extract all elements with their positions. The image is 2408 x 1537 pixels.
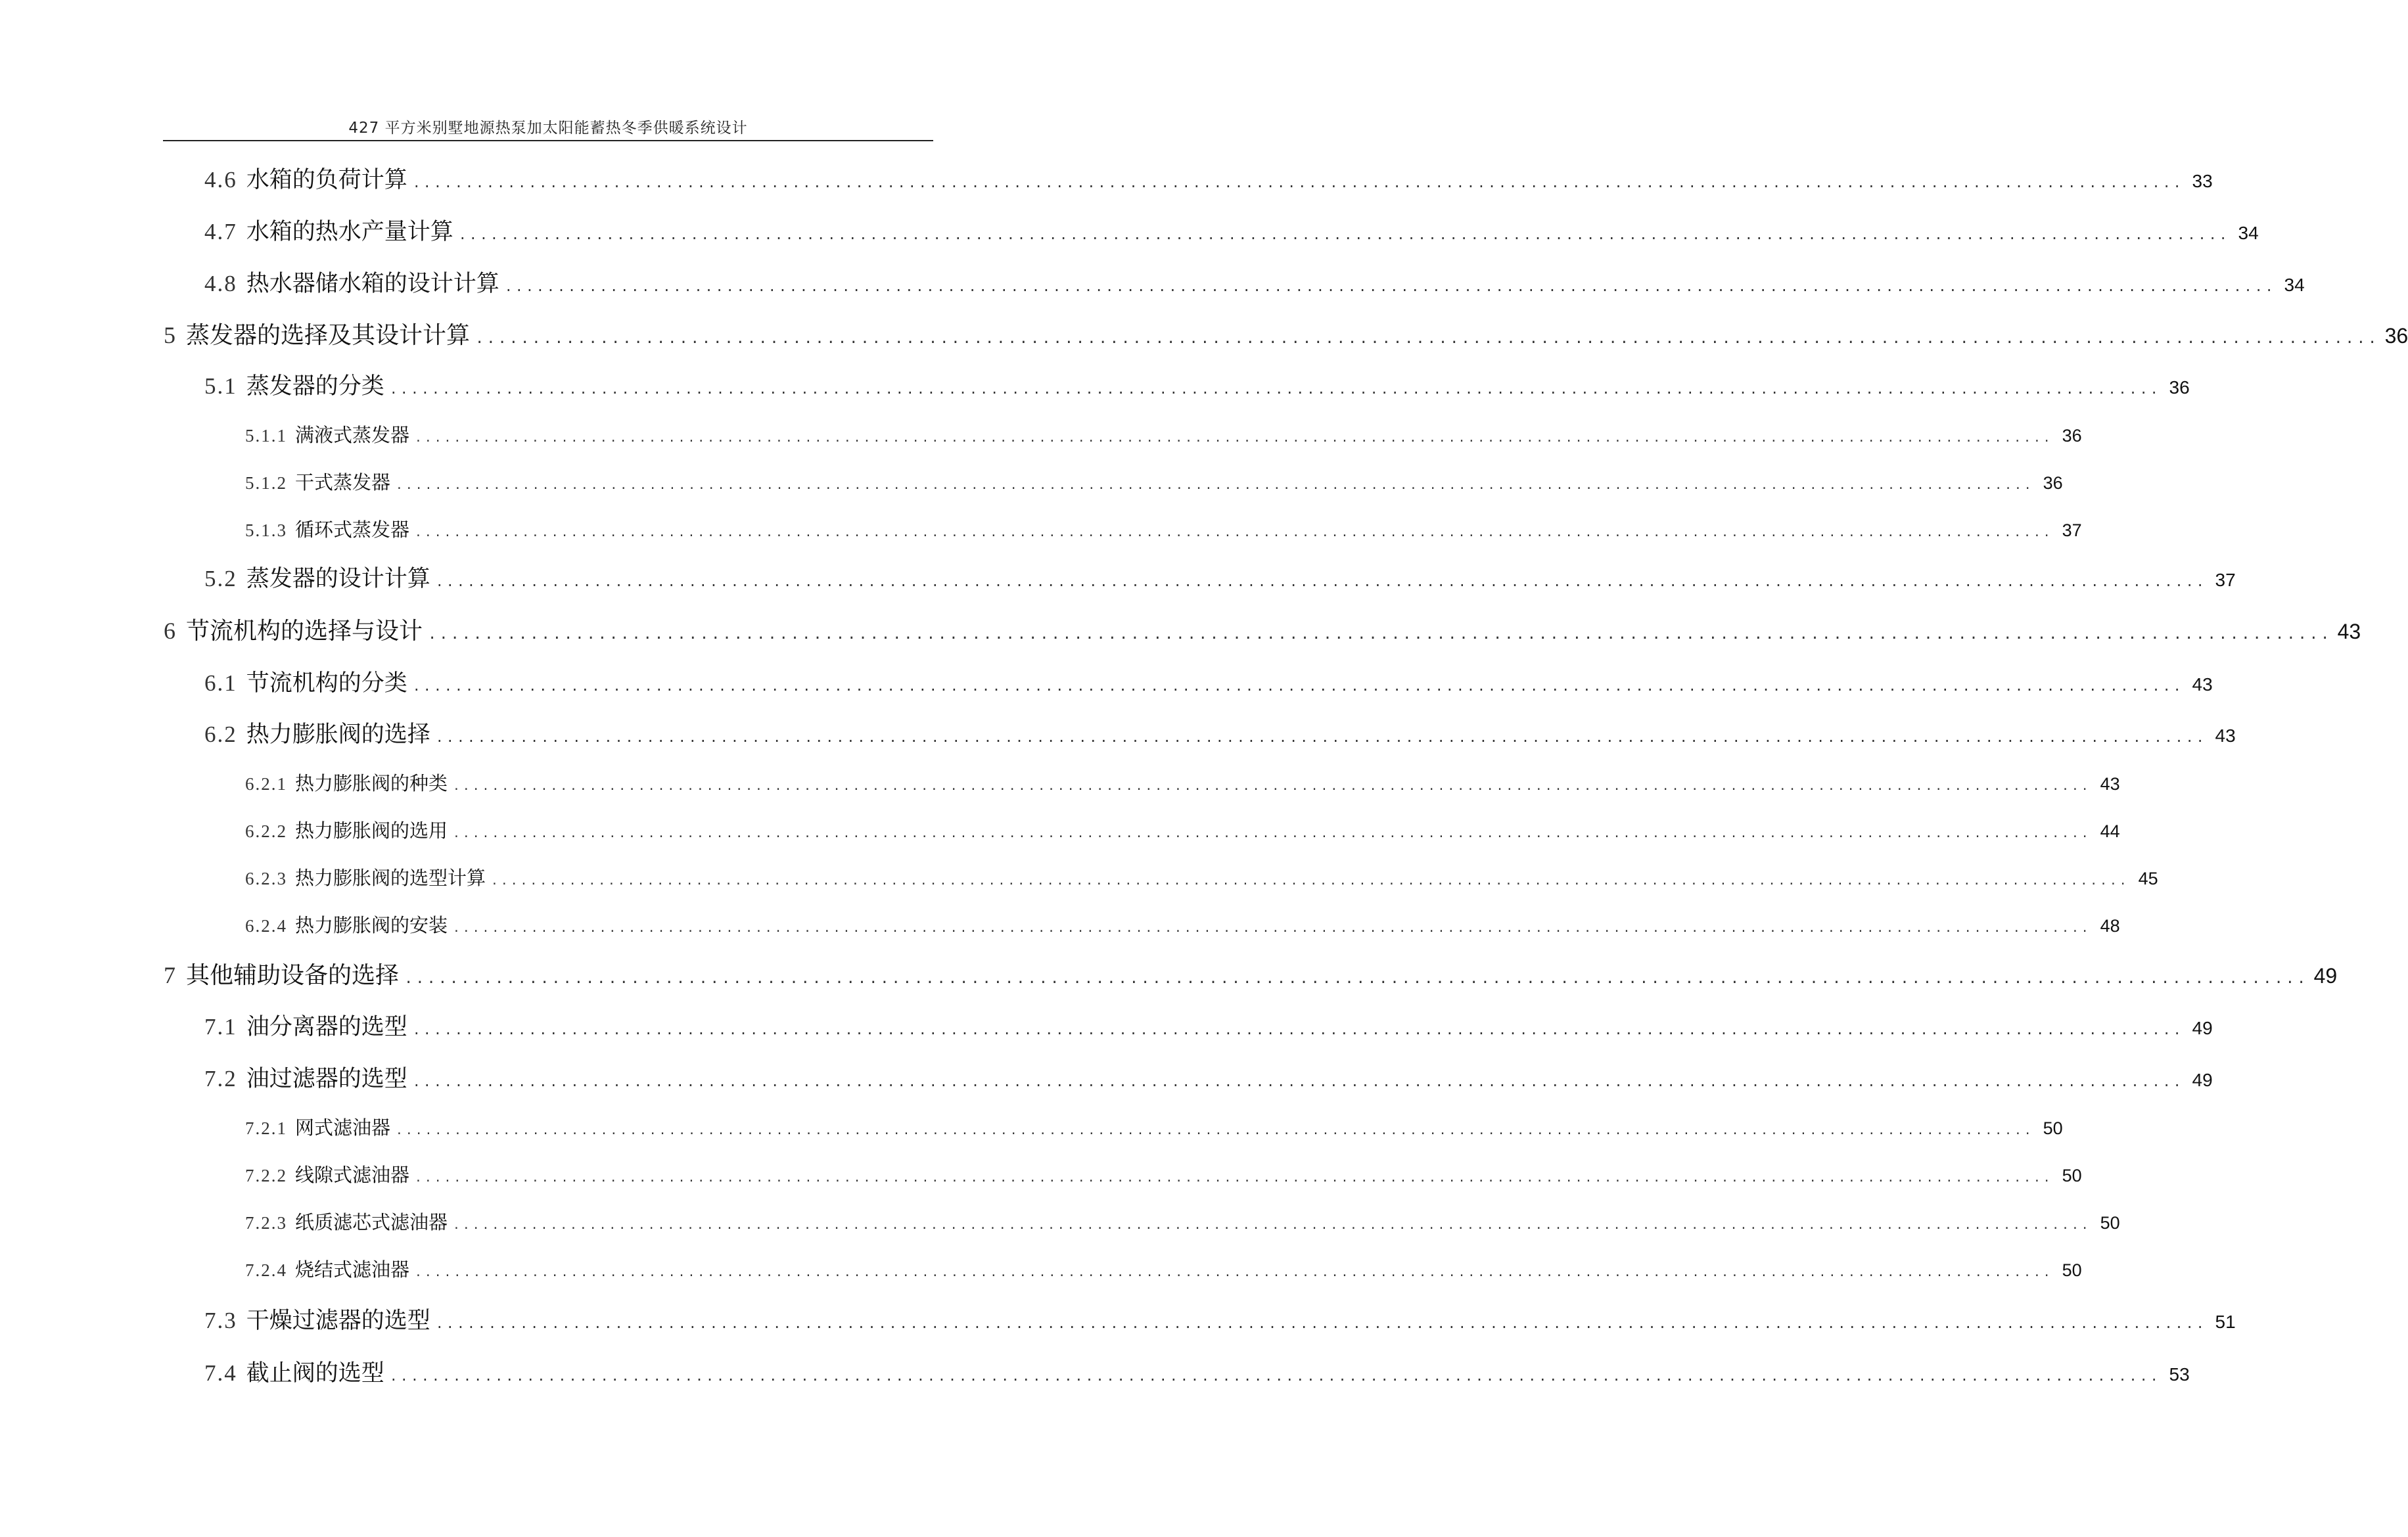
toc-entry-page: 43 bbox=[2192, 674, 2213, 695]
toc-entry-title: 截止阀的选型 bbox=[246, 1360, 384, 1387]
toc-entry-page: 53 bbox=[2169, 1364, 2190, 1385]
toc-entry-7-1[interactable] bbox=[204, 1009, 2213, 1042]
toc-entry-number: 4.6 bbox=[204, 167, 237, 193]
toc-entry-5[interactable] bbox=[164, 317, 2408, 350]
toc-leader-dots: ........................................................................................................................................................................ bbox=[389, 1368, 2161, 1384]
toc-entry-number: 7.2.1 bbox=[245, 1118, 287, 1138]
toc-entry-5-2[interactable] bbox=[204, 561, 2236, 593]
toc-entry-page: 43 bbox=[2337, 620, 2361, 643]
toc-entry-number: 5.2 bbox=[204, 566, 237, 591]
toc-entry-title: 满液式蒸发器 bbox=[295, 424, 410, 446]
toc-entry-number: 5 bbox=[164, 322, 177, 348]
toc-entry-title: 蒸发器的分类 bbox=[246, 373, 384, 400]
toc-entry-title: 网式滤油器 bbox=[295, 1116, 391, 1139]
toc-entry-page: 36 bbox=[2169, 377, 2190, 398]
toc-entry-page: 49 bbox=[2192, 1018, 2213, 1038]
toc-entry-6-2-4[interactable] bbox=[245, 911, 2120, 938]
toc-leader-dots: ........................................................................................................................................................................ bbox=[435, 1316, 2207, 1331]
toc-leader-dots: ........................................................................................................................................................................ bbox=[389, 381, 2161, 397]
toc-leader-dots: ........................................................................................................................................................................ bbox=[453, 827, 2091, 840]
toc-leader-dots: ........................................................................................................................................................................ bbox=[458, 227, 2230, 242]
toc-leader-dots: ........................................................................................................................................................................ bbox=[428, 626, 2332, 643]
toc-entry-number: 7.2 bbox=[204, 1066, 237, 1091]
toc-entry-title: 热水器储水箱的设计计算 bbox=[246, 271, 499, 297]
toc-entry-title: 循环式蒸发器 bbox=[295, 518, 410, 541]
toc-entry-6-2[interactable] bbox=[204, 716, 2236, 749]
toc-entry-number: 5.1.1 bbox=[245, 426, 287, 446]
toc-entry-7[interactable] bbox=[164, 957, 2338, 990]
header-divider bbox=[163, 140, 933, 141]
toc-entry-7-2[interactable] bbox=[204, 1061, 2213, 1093]
toc-entry-7-2-1[interactable] bbox=[245, 1113, 2063, 1140]
toc-entry-number: 7.1 bbox=[204, 1014, 237, 1040]
toc-entry-6-2-1[interactable] bbox=[245, 769, 2120, 796]
toc-entry-title: 油过滤器的选型 bbox=[246, 1066, 407, 1092]
toc-entry-number: 7.3 bbox=[204, 1308, 237, 1333]
toc-entry-title: 线隙式滤油器 bbox=[295, 1164, 410, 1186]
toc-entry-6-1[interactable] bbox=[204, 665, 2213, 698]
toc-entry-number: 6.2.1 bbox=[245, 774, 287, 794]
toc-entry-page: 33 bbox=[2192, 171, 2213, 191]
page-header-title: 427 平方米别墅地源热泵加太阳能蓄热冬季供暖系统设计 bbox=[348, 120, 748, 137]
toc-entry-page: 36 bbox=[2384, 324, 2408, 348]
toc-leader-dots: ........................................................................................................................................................................ bbox=[491, 874, 2129, 888]
toc-entry-page: 43 bbox=[2215, 725, 2236, 746]
toc-entry-7-2-2[interactable] bbox=[245, 1160, 2082, 1187]
toc-leader-dots: ........................................................................................................................................................................ bbox=[453, 921, 2091, 935]
toc-entry-number: 7.2.4 bbox=[245, 1260, 287, 1280]
toc-leader-dots: ........................................................................................................................................................................ bbox=[396, 478, 2034, 492]
toc-entry-title: 油分离器的选型 bbox=[246, 1014, 407, 1040]
toc-entry-title: 干式蒸发器 bbox=[295, 471, 391, 493]
toc-entry-page: 49 bbox=[2192, 1070, 2213, 1090]
toc-leader-dots: ........................................................................................................................................................................ bbox=[412, 678, 2184, 694]
toc-entry-title: 蒸发器的设计计算 bbox=[246, 566, 430, 592]
toc-entry-number: 4.8 bbox=[204, 271, 237, 296]
toc-leader-dots: ........................................................................................................................................................................ bbox=[504, 279, 2276, 294]
toc-entry-6-2-3[interactable] bbox=[245, 863, 2158, 890]
toc-entry-number: 5.1.3 bbox=[245, 520, 287, 540]
toc-entry-number: 6.2.2 bbox=[245, 821, 287, 841]
toc-leader-dots: ........................................................................................................................................................................ bbox=[453, 1218, 2091, 1232]
toc-entry-title: 节流机构的分类 bbox=[246, 670, 407, 697]
toc-entry-page: 37 bbox=[2062, 520, 2082, 540]
toc-entry-page: 50 bbox=[2043, 1118, 2063, 1138]
toc-entry-title: 热力膨胀阀的种类 bbox=[295, 772, 448, 794]
toc-leader-dots: ........................................................................................................................................................................ bbox=[415, 1171, 2053, 1185]
toc-entry-6-2-2[interactable] bbox=[245, 816, 2120, 843]
toc-entry-page: 34 bbox=[2284, 275, 2305, 295]
toc-entry-page: 48 bbox=[2100, 916, 2120, 936]
toc-entry-7-2-4[interactable] bbox=[245, 1255, 2082, 1282]
toc-entry-page: 44 bbox=[2100, 821, 2120, 841]
toc-leader-dots: ........................................................................................................................................................................ bbox=[415, 526, 2053, 539]
toc-leader-dots: ........................................................................................................................................................................ bbox=[415, 1266, 2053, 1279]
toc-entry-number: 7.4 bbox=[204, 1360, 237, 1386]
toc-leader-dots: ........................................................................................................................................................................ bbox=[453, 779, 2091, 793]
toc-entry-title: 烧结式滤油器 bbox=[295, 1258, 410, 1281]
toc-entry-number: 5.1.2 bbox=[245, 473, 287, 493]
toc-entry-number: 6.1 bbox=[204, 670, 237, 696]
toc-entry-title: 干燥过滤器的选型 bbox=[246, 1308, 430, 1334]
toc-leader-dots: ........................................................................................................................................................................ bbox=[435, 574, 2207, 589]
toc-entry-title: 纸质滤芯式滤油器 bbox=[295, 1211, 448, 1233]
toc-entry-page: 50 bbox=[2062, 1166, 2082, 1185]
toc-entry-title: 热力膨胀阀的安装 bbox=[295, 914, 448, 936]
toc-entry-number: 6.2.4 bbox=[245, 916, 287, 936]
toc-entry-page: 50 bbox=[2062, 1260, 2082, 1280]
toc-entry-number: 6.2 bbox=[204, 722, 237, 747]
toc-entry-7-3[interactable] bbox=[204, 1302, 2236, 1335]
toc-entry-page: 36 bbox=[2043, 473, 2063, 493]
toc-entry-title: 水箱的负荷计算 bbox=[246, 167, 407, 193]
toc-entry-5-1[interactable] bbox=[204, 368, 2190, 401]
toc-leader-dots: ........................................................................................................................................................................ bbox=[396, 1124, 2034, 1137]
toc-entry-title: 其他辅助设备的选择 bbox=[186, 962, 400, 989]
toc-leader-dots: ........................................................................................................................................................................ bbox=[435, 729, 2207, 745]
toc-leader-dots: ........................................................................................................................................................................ bbox=[412, 175, 2184, 191]
toc-entry-page: 45 bbox=[2138, 869, 2158, 888]
toc-entry-number: 5.1 bbox=[204, 373, 237, 399]
toc-entry-page: 51 bbox=[2215, 1312, 2236, 1332]
toc-entry-page: 49 bbox=[2313, 964, 2338, 988]
toc-entry-5-1-3[interactable] bbox=[245, 515, 2082, 542]
toc-entry-7-2-3[interactable] bbox=[245, 1208, 2120, 1235]
toc-leader-dots: ........................................................................................................................................................................ bbox=[412, 1074, 2184, 1090]
toc-entry-title: 热力膨胀阀的选型计算 bbox=[295, 867, 486, 889]
toc-entry-4-8[interactable] bbox=[204, 265, 2305, 298]
toc-entry-title: 热力膨胀阀的选择 bbox=[246, 722, 430, 748]
toc-entry-title: 水箱的热水产量计算 bbox=[246, 219, 453, 245]
toc-entry-title: 蒸发器的选择及其设计计算 bbox=[186, 322, 471, 349]
toc-entry-5-1-1[interactable] bbox=[245, 421, 2082, 447]
toc-entry-number: 7.2.3 bbox=[245, 1213, 287, 1233]
toc-entry-number: 4.7 bbox=[204, 219, 237, 244]
toc-leader-dots: ........................................................................................................................................................................ bbox=[404, 971, 2309, 987]
toc-entry-number: 7.2.2 bbox=[245, 1166, 287, 1185]
toc-entry-page: 34 bbox=[2238, 223, 2259, 243]
toc-entry-4-7[interactable] bbox=[204, 214, 2259, 246]
toc-entry-page: 50 bbox=[2100, 1213, 2120, 1233]
toc-entry-title: 节流机构的选择与设计 bbox=[186, 618, 423, 645]
toc-leader-dots: ........................................................................................................................................................................ bbox=[475, 331, 2380, 347]
toc-entry-page: 43 bbox=[2100, 774, 2120, 794]
toc-entry-7-4[interactable] bbox=[204, 1355, 2190, 1388]
toc-entry-number: 7 bbox=[164, 962, 177, 988]
toc-entry-5-1-2[interactable] bbox=[245, 468, 2063, 495]
toc-entry-page: 37 bbox=[2215, 570, 2236, 590]
toc-entry-number: 6.2.3 bbox=[245, 869, 287, 888]
toc-leader-dots: ........................................................................................................................................................................ bbox=[415, 431, 2053, 445]
toc-entry-page: 36 bbox=[2062, 426, 2082, 446]
toc-entry-4-6[interactable] bbox=[204, 162, 2213, 195]
toc-entry-number: 6 bbox=[164, 618, 177, 644]
toc-leader-dots: ........................................................................................................................................................................ bbox=[412, 1022, 2184, 1038]
toc-entry-title: 热力膨胀阀的选用 bbox=[295, 819, 448, 842]
toc-entry-6[interactable] bbox=[164, 612, 2361, 646]
